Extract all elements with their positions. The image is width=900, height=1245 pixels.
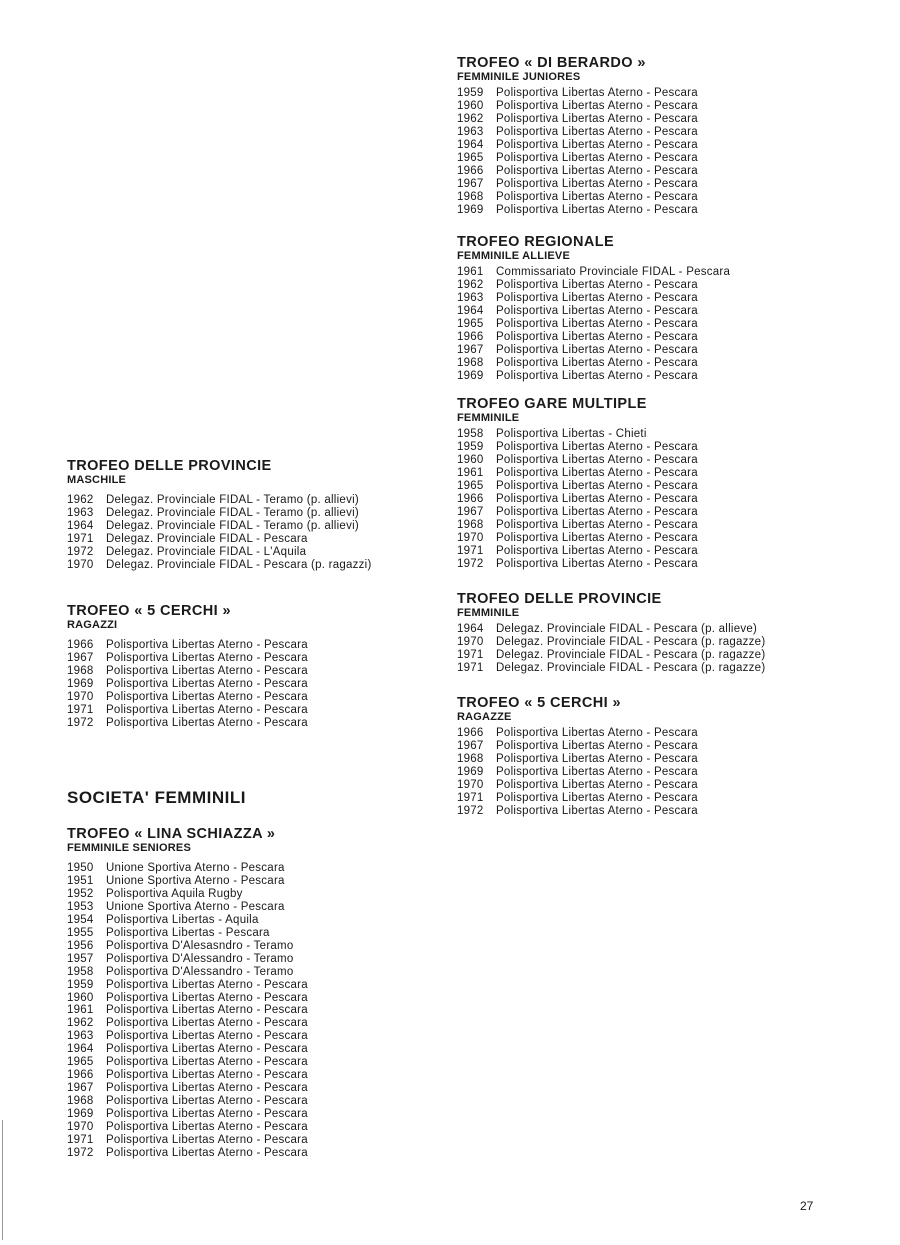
year: 1959 <box>67 978 94 991</box>
year: 1958 <box>67 965 94 978</box>
result-row <box>457 441 887 454</box>
year: 1967 <box>457 343 484 356</box>
result-row <box>457 636 887 649</box>
year: 1969 <box>457 203 484 216</box>
year: 1971 <box>457 648 484 661</box>
year: 1960 <box>457 453 484 466</box>
trofeo-5-cerchi-ragazzi-section <box>67 603 447 730</box>
year: 1971 <box>457 544 484 557</box>
team: Polisportiva Aquila Rugby <box>106 887 243 900</box>
result-row <box>457 318 887 331</box>
trofeo-regionale-section <box>457 234 887 383</box>
team: Polisportiva Libertas Aterno - Pescara <box>496 291 698 304</box>
section-subtitle: FEMMINILE JUNIORES <box>457 71 581 83</box>
team: Polisportiva Libertas Aterno - Pescara <box>496 164 698 177</box>
team: Polisportiva Libertas Aterno - Pescara <box>496 343 698 356</box>
trofeo-gare-multiple-section <box>457 396 887 570</box>
scan-edge-mark <box>2 1120 3 1240</box>
trofeo-5-cerchi-ragazze-section <box>457 695 887 818</box>
year: 1966 <box>457 727 484 739</box>
section-title: TROFEO « 5 CERCHI » <box>67 603 231 619</box>
team: Polisportiva Libertas Aterno - Pescara <box>496 125 698 138</box>
team: Polisportiva Libertas Aterno - Pescara <box>496 177 698 190</box>
results-list <box>67 639 447 730</box>
year: 1956 <box>67 939 94 952</box>
result-row <box>457 467 887 480</box>
team: Polisportiva Libertas - Pescara <box>106 926 270 939</box>
result-row <box>67 1147 447 1160</box>
result-row <box>457 727 887 740</box>
team: Polisportiva Libertas Aterno - Pescara <box>496 203 698 216</box>
result-row <box>67 717 447 730</box>
team: Polisportiva Libertas Aterno - Pescara <box>496 544 698 557</box>
result-row <box>67 1082 447 1095</box>
results-list <box>457 428 887 570</box>
year: 1954 <box>67 913 94 926</box>
result-row <box>67 1043 447 1056</box>
result-row <box>457 649 887 662</box>
result-row <box>67 966 447 979</box>
result-row <box>457 178 887 191</box>
year: 1959 <box>457 87 484 99</box>
result-row <box>457 792 887 805</box>
team: Polisportiva Libertas Aterno - Pescara <box>496 739 698 752</box>
result-row <box>67 533 447 546</box>
year: 1972 <box>67 545 94 558</box>
result-row <box>457 204 887 217</box>
year: 1965 <box>457 317 484 330</box>
result-row <box>457 532 887 545</box>
team: Unione Sportiva Aterno - Pescara <box>106 862 285 874</box>
result-row <box>67 1017 447 1030</box>
results-list <box>457 87 887 217</box>
result-row <box>457 428 887 441</box>
team: Polisportiva Libertas Aterno - Pescara <box>106 1043 308 1056</box>
result-row <box>67 979 447 992</box>
result-row <box>457 87 887 100</box>
year: 1952 <box>67 887 94 900</box>
result-row <box>457 344 887 357</box>
year: 1966 <box>457 492 484 505</box>
year: 1971 <box>457 661 484 674</box>
team: Polisportiva Libertas Aterno - Pescara <box>106 716 308 729</box>
team: Polisportiva Libertas Aterno - Pescara <box>106 1108 308 1121</box>
year: 1966 <box>457 330 484 343</box>
year: 1961 <box>457 466 484 479</box>
results-list <box>457 266 887 383</box>
year: 1969 <box>67 677 94 690</box>
result-row <box>67 507 447 520</box>
team: Polisportiva Libertas Aterno - Pescara <box>496 356 698 369</box>
results-list <box>457 623 887 675</box>
result-row <box>457 493 887 506</box>
year: 1967 <box>457 177 484 190</box>
year: 1970 <box>457 778 484 791</box>
section-subtitle: FEMMINILE <box>457 607 520 619</box>
results-list <box>67 494 447 572</box>
year: 1968 <box>67 664 94 677</box>
year: 1970 <box>67 558 94 571</box>
result-row <box>457 126 887 139</box>
team: Polisportiva Libertas Aterno - Pescara <box>496 518 698 531</box>
section-title: TROFEO « 5 CERCHI » <box>457 695 621 711</box>
team: Polisportiva Libertas Aterno - Pescara <box>496 369 698 382</box>
section-subtitle: FEMMINILE <box>457 412 520 424</box>
team: Polisportiva Libertas Aterno - Pescara <box>106 1004 308 1017</box>
year: 1964 <box>457 138 484 151</box>
result-row <box>457 305 887 318</box>
year: 1969 <box>67 1108 94 1121</box>
team: Delegaz. Provinciale FIDAL - Teramo (p. allievi) <box>106 506 359 519</box>
team: Polisportiva Libertas Aterno - Pescara <box>496 138 698 151</box>
result-row <box>67 1134 447 1147</box>
result-row <box>457 662 887 675</box>
year: 1964 <box>67 1043 94 1056</box>
team: Polisportiva Libertas Aterno - Pescara <box>496 752 698 765</box>
team: Polisportiva Libertas - Aquila <box>106 913 259 926</box>
result-row <box>457 292 887 305</box>
team: Polisportiva Libertas Aterno - Pescara <box>496 778 698 791</box>
year: 1950 <box>67 862 94 874</box>
year: 1968 <box>457 752 484 765</box>
result-row <box>67 704 447 717</box>
result-row <box>457 139 887 152</box>
team: Polisportiva Libertas Aterno - Pescara <box>106 1134 308 1147</box>
year: 1968 <box>67 1095 94 1108</box>
team: Polisportiva Libertas Aterno - Pescara <box>496 304 698 317</box>
societa-femminili-heading: SOCIETA' FEMMINILI <box>67 788 246 807</box>
result-row <box>457 454 887 467</box>
section-title: TROFEO REGIONALE <box>457 234 615 250</box>
year: 1964 <box>457 623 484 635</box>
result-row <box>67 559 447 572</box>
team: Delegaz. Provinciale FIDAL - Pescara (p. ragazze) <box>496 661 766 674</box>
team: Polisportiva Libertas Aterno - Pescara <box>496 151 698 164</box>
team: Delegaz. Provinciale FIDAL - Teramo (p. allievi) <box>106 519 359 532</box>
team: Polisportiva Libertas Aterno - Pescara <box>496 330 698 343</box>
year: 1963 <box>67 506 94 519</box>
year: 1971 <box>67 703 94 716</box>
year: 1962 <box>457 278 484 291</box>
section-subtitle: RAGAZZE <box>457 711 512 723</box>
section-title: TROFEO DELLE PROVINCIE <box>67 458 272 474</box>
trofeo-di-berardo-section <box>457 55 887 217</box>
result-row <box>67 1121 447 1134</box>
result-row <box>457 753 887 766</box>
result-row <box>457 279 887 292</box>
year: 1955 <box>67 926 94 939</box>
team: Polisportiva Libertas Aterno - Pescara <box>496 466 698 479</box>
trofeo-province-maschile-section <box>67 458 447 572</box>
year: 1967 <box>67 651 94 664</box>
year: 1970 <box>67 690 94 703</box>
year: 1966 <box>457 164 484 177</box>
team: Polisportiva Libertas Aterno - Pescara <box>496 479 698 492</box>
team: Polisportiva Libertas Aterno - Pescara <box>496 557 698 570</box>
team: Polisportiva Libertas Aterno - Pescara <box>106 677 308 690</box>
year: 1970 <box>457 635 484 648</box>
result-row <box>457 766 887 779</box>
year: 1972 <box>67 716 94 729</box>
result-row <box>67 1108 447 1121</box>
year: 1963 <box>67 1030 94 1043</box>
result-row <box>67 914 447 927</box>
result-row <box>457 506 887 519</box>
team: Polisportiva Libertas Aterno - Pescara <box>106 664 308 677</box>
result-row <box>457 519 887 532</box>
result-row <box>67 652 447 665</box>
result-row <box>457 805 887 818</box>
result-row <box>457 152 887 165</box>
results-list <box>67 862 447 1160</box>
result-row <box>67 678 447 691</box>
year: 1960 <box>67 991 94 1004</box>
year: 1968 <box>457 356 484 369</box>
year: 1972 <box>457 804 484 817</box>
result-row <box>67 1004 447 1017</box>
result-row <box>67 888 447 901</box>
result-row <box>457 370 887 383</box>
year: 1966 <box>67 639 94 651</box>
year: 1951 <box>67 874 94 887</box>
team: Delegaz. Provinciale FIDAL - Pescara (p. allieve) <box>496 623 758 635</box>
result-row <box>457 331 887 344</box>
team: Polisportiva Libertas Aterno - Pescara <box>496 804 698 817</box>
result-row <box>67 992 447 1005</box>
result-row <box>67 546 447 559</box>
section-title: TROFEO DELLE PROVINCIE <box>457 591 662 607</box>
result-row <box>457 740 887 753</box>
team: Polisportiva D'Alesasndro - Teramo <box>106 939 294 952</box>
result-row <box>457 480 887 493</box>
team: Polisportiva Libertas Aterno - Pescara <box>106 1146 308 1159</box>
result-row <box>67 494 447 507</box>
team: Polisportiva Libertas Aterno - Pescara <box>106 1095 308 1108</box>
year: 1965 <box>457 479 484 492</box>
result-row <box>457 545 887 558</box>
team: Commissariato Provinciale FIDAL - Pescara <box>496 266 731 278</box>
team: Polisportiva Libertas Aterno - Pescara <box>496 492 698 505</box>
year: 1964 <box>67 519 94 532</box>
year: 1969 <box>457 765 484 778</box>
result-row <box>67 1056 447 1069</box>
trofeo-province-femminile-section <box>457 591 887 675</box>
year: 1961 <box>67 1004 94 1017</box>
result-row <box>67 1069 447 1082</box>
year: 1971 <box>457 791 484 804</box>
team: Polisportiva Libertas Aterno - Pescara <box>106 1069 308 1082</box>
team: Unione Sportiva Aterno - Pescara <box>106 874 285 887</box>
section-title: TROFEO « DI BERARDO » <box>457 55 646 71</box>
year: 1972 <box>67 1146 94 1159</box>
team: Unione Sportiva Aterno - Pescara <box>106 900 285 913</box>
section-subtitle: RAGAZZI <box>67 619 118 631</box>
year: 1967 <box>457 739 484 752</box>
team: Polisportiva Libertas Aterno - Pescara <box>106 651 308 664</box>
team: Polisportiva Libertas Aterno - Pescara <box>496 87 698 99</box>
year: 1960 <box>457 99 484 112</box>
year: 1965 <box>457 151 484 164</box>
team: Polisportiva Libertas Aterno - Pescara <box>106 703 308 716</box>
year: 1953 <box>67 900 94 913</box>
result-row <box>67 875 447 888</box>
year: 1962 <box>67 494 94 506</box>
team: Polisportiva Libertas Aterno - Pescara <box>496 727 698 739</box>
year: 1968 <box>457 518 484 531</box>
team: Polisportiva Libertas Aterno - Pescara <box>496 440 698 453</box>
team: Polisportiva Libertas Aterno - Pescara <box>106 1121 308 1134</box>
year: 1966 <box>67 1069 94 1082</box>
result-row <box>67 520 447 533</box>
trofeo-lina-schiazza-section <box>67 826 447 1160</box>
team: Polisportiva Libertas - Chieti <box>496 428 647 440</box>
team: Polisportiva Libertas Aterno - Pescara <box>496 278 698 291</box>
result-row <box>67 665 447 678</box>
team: Polisportiva Libertas Aterno - Pescara <box>496 99 698 112</box>
team: Delegaz. Provinciale FIDAL - Pescara (p. ragazzi) <box>106 558 372 571</box>
year: 1958 <box>457 428 484 440</box>
team: Polisportiva Libertas Aterno - Pescara <box>106 1030 308 1043</box>
team: Polisportiva Libertas Aterno - Pescara <box>496 765 698 778</box>
result-row <box>457 558 887 571</box>
team: Polisportiva Libertas Aterno - Pescara <box>496 190 698 203</box>
result-row <box>457 266 887 279</box>
team: Delegaz. Provinciale FIDAL - Pescara <box>106 532 308 545</box>
year: 1970 <box>457 531 484 544</box>
team: Polisportiva Libertas Aterno - Pescara <box>496 317 698 330</box>
year: 1971 <box>67 1134 94 1147</box>
result-row <box>67 639 447 652</box>
team: Polisportiva Libertas Aterno - Pescara <box>496 791 698 804</box>
team: Polisportiva Libertas Aterno - Pescara <box>496 505 698 518</box>
team: Delegaz. Provinciale FIDAL - Pescara (p. ragazze) <box>496 635 766 648</box>
result-row <box>67 953 447 966</box>
section-subtitle: FEMMINILE ALLIEVE <box>457 250 570 262</box>
year: 1969 <box>457 369 484 382</box>
year: 1962 <box>67 1017 94 1030</box>
year: 1959 <box>457 440 484 453</box>
result-row <box>67 901 447 914</box>
year: 1971 <box>67 532 94 545</box>
result-row <box>67 691 447 704</box>
section-subtitle: FEMMINILE SENIORES <box>67 842 191 854</box>
year: 1967 <box>457 505 484 518</box>
result-row <box>457 100 887 113</box>
team: Polisportiva Libertas Aterno - Pescara <box>106 978 308 991</box>
year: 1957 <box>67 952 94 965</box>
year: 1967 <box>67 1082 94 1095</box>
section-subtitle: MASCHILE <box>67 474 127 486</box>
year: 1965 <box>67 1056 94 1069</box>
result-row <box>67 862 447 875</box>
section-title: TROFEO « LINA SCHIAZZA » <box>67 826 276 842</box>
year: 1970 <box>67 1121 94 1134</box>
year: 1961 <box>457 266 484 278</box>
section-title: TROFEO GARE MULTIPLE <box>457 396 647 412</box>
page-number: 27 <box>800 1199 814 1213</box>
team: Polisportiva Libertas Aterno - Pescara <box>106 690 308 703</box>
result-row <box>457 623 887 636</box>
team: Delegaz. Provinciale FIDAL - L'Aquila <box>106 545 307 558</box>
result-row <box>457 357 887 370</box>
team: Delegaz. Provinciale FIDAL - Teramo (p. allievi) <box>106 494 359 506</box>
result-row <box>67 927 447 940</box>
results-list <box>457 727 887 818</box>
result-row <box>67 940 447 953</box>
result-row <box>457 113 887 126</box>
year: 1972 <box>457 557 484 570</box>
team: Polisportiva Libertas Aterno - Pescara <box>496 453 698 466</box>
result-row <box>67 1095 447 1108</box>
year: 1963 <box>457 291 484 304</box>
team: Polisportiva Libertas Aterno - Pescara <box>106 1017 308 1030</box>
team: Polisportiva Libertas Aterno - Pescara <box>496 112 698 125</box>
team: Polisportiva Libertas Aterno - Pescara <box>106 1082 308 1095</box>
team: Polisportiva D'Alessandro - Teramo <box>106 952 294 965</box>
team: Polisportiva Libertas Aterno - Pescara <box>496 531 698 544</box>
year: 1968 <box>457 190 484 203</box>
result-row <box>457 779 887 792</box>
team: Polisportiva D'Alessandro - Teramo <box>106 965 294 978</box>
result-row <box>457 165 887 178</box>
result-row <box>67 1030 447 1043</box>
result-row <box>457 191 887 204</box>
team: Delegaz. Provinciale FIDAL - Pescara (p. ragazze) <box>496 648 766 661</box>
year: 1962 <box>457 112 484 125</box>
year: 1963 <box>457 125 484 138</box>
team: Polisportiva Libertas Aterno - Pescara <box>106 991 308 1004</box>
year: 1964 <box>457 304 484 317</box>
team: Polisportiva Libertas Aterno - Pescara <box>106 1056 308 1069</box>
team: Polisportiva Libertas Aterno - Pescara <box>106 639 308 651</box>
